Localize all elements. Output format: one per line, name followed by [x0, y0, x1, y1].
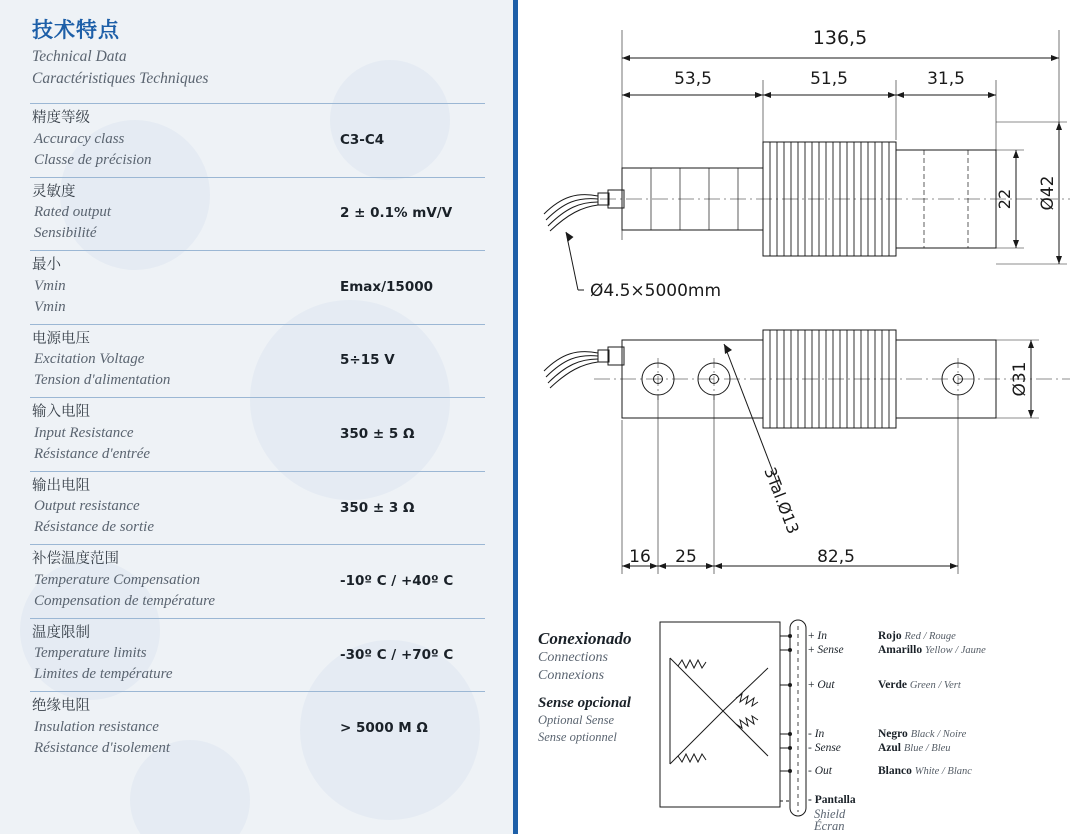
spec-label: [30, 692, 340, 765]
wheatstone-bridge-svg: [518, 606, 1085, 834]
spec-label-fr: Vmin: [34, 298, 66, 315]
spec-value: 350 ± 5 Ω: [340, 425, 415, 442]
terminal-label-minus-out: - Out: [808, 765, 832, 777]
load-cell-drawing-svg: [518, 0, 1085, 604]
page-title-en: Technical Data: [32, 48, 127, 65]
dimension-label-total: 136,5: [812, 27, 868, 49]
terminal-label-plus-sense: + Sense: [808, 644, 844, 656]
spec-label-zh: 输入电阻: [32, 404, 90, 421]
page-title-fr: Caractéristiques Techniques: [32, 70, 209, 88]
spec-value: 2 ± 0.1% mV/V: [340, 205, 453, 222]
dimension-label-a: 53,5: [674, 69, 712, 89]
spec-label-fr: Résistance d'entrée: [34, 445, 151, 462]
spec-label-zh: 精度等级: [32, 109, 90, 126]
table-row: [30, 545, 485, 619]
spec-label-zh: 电源电压: [32, 330, 90, 347]
terminal-label-minus-sense: - Sense: [808, 742, 841, 754]
table-row: [30, 251, 485, 325]
spec-label-fr: Classe de précision: [34, 151, 152, 168]
spec-label: [30, 398, 340, 472]
wire-color-verde: Verde Green / Vert: [878, 679, 961, 691]
dimension-label-825: 82,5: [817, 547, 855, 567]
terminal-label-plus-out: + Out: [808, 679, 835, 691]
dimension-label-22: 22: [995, 188, 1014, 210]
terminal-label-shield: - Pantalla: [808, 794, 856, 806]
spec-label-en: Temperature limits: [34, 645, 147, 662]
table-row: [30, 324, 485, 398]
optional-sense-fr: Sense optionnel: [538, 729, 617, 744]
connections-title: Conexionado: [538, 629, 632, 648]
dimension-label-16: 16: [629, 547, 651, 567]
spec-value: > 5000 M Ω: [340, 720, 428, 737]
dimensional-drawing: [518, 0, 1085, 604]
dimension-label-31: Ø31: [1010, 361, 1030, 397]
spec-label-zh: 温度限制: [32, 624, 90, 641]
spec-label-en: Insulation resistance: [34, 719, 159, 735]
shield-label-fr: Écran: [814, 819, 845, 833]
table-row: [30, 103, 485, 177]
spec-label-zh: 绝缘电阻: [32, 698, 90, 715]
dimension-label-42: Ø42: [1038, 175, 1058, 211]
spec-value: -30º C / +70º C: [340, 646, 454, 663]
spec-label: [30, 545, 340, 619]
spec-label-fr: Tension d'alimentation: [34, 372, 171, 389]
spec-label-en: Rated output: [34, 204, 112, 221]
dimension-label-b: 51,5: [810, 69, 848, 89]
spec-label: [30, 177, 340, 251]
spec-label-zh: 最小: [32, 257, 61, 274]
spec-label-fr: Compensation de température: [34, 592, 216, 609]
drawings-panel: [518, 0, 1085, 834]
terminal-label-minus-in: - In: [808, 728, 825, 740]
spec-label-zh: 灵敏度: [32, 183, 76, 200]
dimension-label-25: 25: [675, 547, 697, 567]
connections-title-fr: Connexions: [538, 668, 605, 684]
spec-label: [30, 618, 340, 692]
spec-label-en: Output resistance: [34, 498, 140, 515]
table-row: [30, 692, 485, 765]
optional-sense-en: Optional Sense: [538, 713, 615, 728]
spec-label-en: Excitation Voltage: [34, 351, 145, 368]
page-title: 技术特点: [32, 18, 120, 42]
wire-color-amarillo: Amarillo Yellow / Jaune: [878, 644, 986, 656]
table-row: [30, 618, 485, 692]
spec-value: 5÷15 V: [340, 352, 395, 369]
spec-label-en: Input Resistance: [34, 424, 134, 441]
table-row: [30, 398, 485, 472]
specifications-table: [30, 103, 485, 765]
wire-color-blanco: Blanco White / Blanc: [878, 765, 972, 777]
connections-title-en: Connections: [538, 650, 608, 666]
technical-data-panel: [0, 0, 513, 834]
optional-sense-title: Sense opcional: [538, 694, 631, 711]
table-row: [30, 471, 485, 545]
wire-color-rojo: Rojo Red / Rouge: [878, 630, 956, 642]
spec-label: [30, 324, 340, 398]
spec-label-zh: 输出电阻: [32, 477, 90, 494]
spec-value: -10º C / +40º C: [340, 573, 454, 590]
dimension-label-cable: Ø4.5×5000mm: [590, 281, 722, 301]
spec-label: [30, 471, 340, 545]
spec-value: 350 ± 3 Ω: [340, 499, 415, 516]
spec-label: [30, 251, 340, 325]
shield-label-en: Shield: [814, 807, 846, 821]
spec-label-zh: 补偿温度范围: [32, 551, 119, 568]
spec-label: [30, 103, 340, 177]
spec-label-en: Accuracy class: [34, 130, 125, 147]
spec-label-en: Temperature Compensation: [34, 571, 200, 588]
spec-label-fr: Résistance d'isolement: [34, 740, 171, 756]
dimension-label-c: 31,5: [927, 69, 965, 89]
dimension-label-holes: 3Tal.Ø13: [760, 464, 803, 537]
connection-diagram: [518, 606, 1085, 834]
wire-color-azul: Azul Blue / Bleu: [878, 742, 951, 754]
spec-label-en: Vmin: [34, 277, 66, 294]
spec-label-fr: Sensibilité: [34, 225, 97, 242]
spec-label-fr: Résistance de sortie: [34, 519, 154, 536]
terminal-label-plus-in: + In: [808, 630, 827, 642]
table-row: [30, 177, 485, 251]
spec-value: C3-C4: [340, 131, 385, 148]
spec-value: Emax/15000: [340, 278, 434, 295]
wire-color-negro: Negro Black / Noire: [878, 728, 967, 740]
spec-label-fr: Limites de température: [34, 666, 173, 683]
